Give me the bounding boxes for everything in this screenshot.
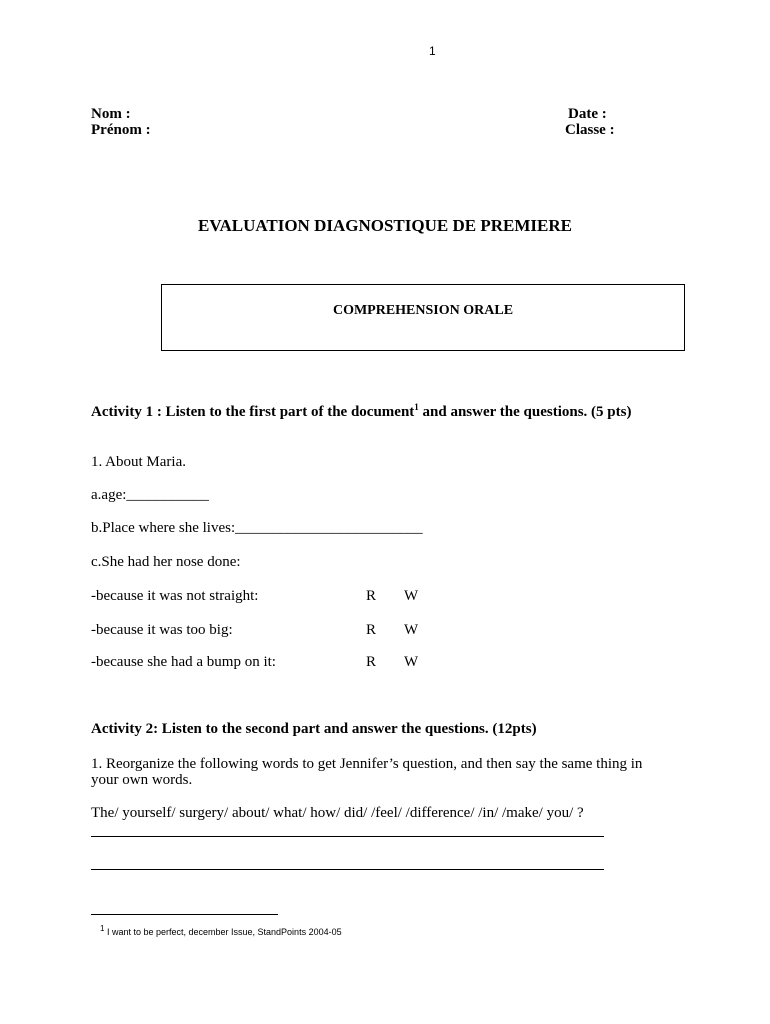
footnote-reference: 1: [414, 402, 419, 412]
answer-line: [91, 869, 604, 870]
page-number: 1: [429, 44, 436, 58]
statement-text: -because she had a bump on it:: [91, 654, 276, 670]
statement-text: -because it was too big:: [91, 622, 233, 638]
place-field: b.Place where she lives:_________________________: [91, 520, 423, 536]
footnote-text: I want to be perfect, december Issue, StandPoints 2004-05: [104, 927, 342, 937]
date-label: Date :: [568, 106, 607, 122]
statement-text: -because it was not straight:: [91, 588, 259, 604]
activity2-heading: Activity 2: Listen to the second part and answer the questions. (12pts): [91, 721, 537, 737]
right-option: R: [366, 622, 377, 638]
footnote: [100, 924, 342, 937]
nom-label: Nom :: [91, 106, 131, 122]
prenom-label: Prénom :: [91, 122, 151, 138]
age-field: a.age:___________: [91, 487, 209, 503]
section-box: [161, 284, 685, 351]
scrambled-words: The/ yourself/ surgery/ about/ what/ how/ did/ /feel/ /difference/ /in/ /make/ you/ ?: [91, 805, 584, 821]
page-title: EVALUATION DIAGNOSTIQUE DE PREMIERE: [198, 216, 572, 235]
wrong-option: W: [404, 622, 419, 638]
answer-line: [91, 836, 604, 837]
reorganize-instruction: 1. Reorganize the following words to get Jennifer’s question, and then say the same thing in: [91, 756, 643, 772]
section-box-label: COMPREHENSION ORALE: [332, 303, 514, 318]
reorganize-instruction-cont: your own words.: [91, 772, 193, 788]
right-option: R: [366, 588, 377, 604]
activity1-heading-text: Activity 1 : Listen to the first part of the document: [91, 404, 415, 420]
wrong-option: W: [404, 588, 419, 604]
question-about-maria: 1. About Maria.: [91, 454, 186, 470]
wrong-option: W: [404, 654, 419, 670]
activity1-heading-text-end: and answer the questions. (5 pts): [418, 404, 632, 420]
footnote-mark: 1: [100, 924, 105, 933]
activity1-heading: [91, 402, 631, 421]
classe-label: Classe :: [565, 122, 615, 138]
right-option: R: [366, 654, 377, 670]
nose-question: c.She had her nose done:: [91, 554, 241, 570]
footnote-separator: [91, 914, 278, 915]
